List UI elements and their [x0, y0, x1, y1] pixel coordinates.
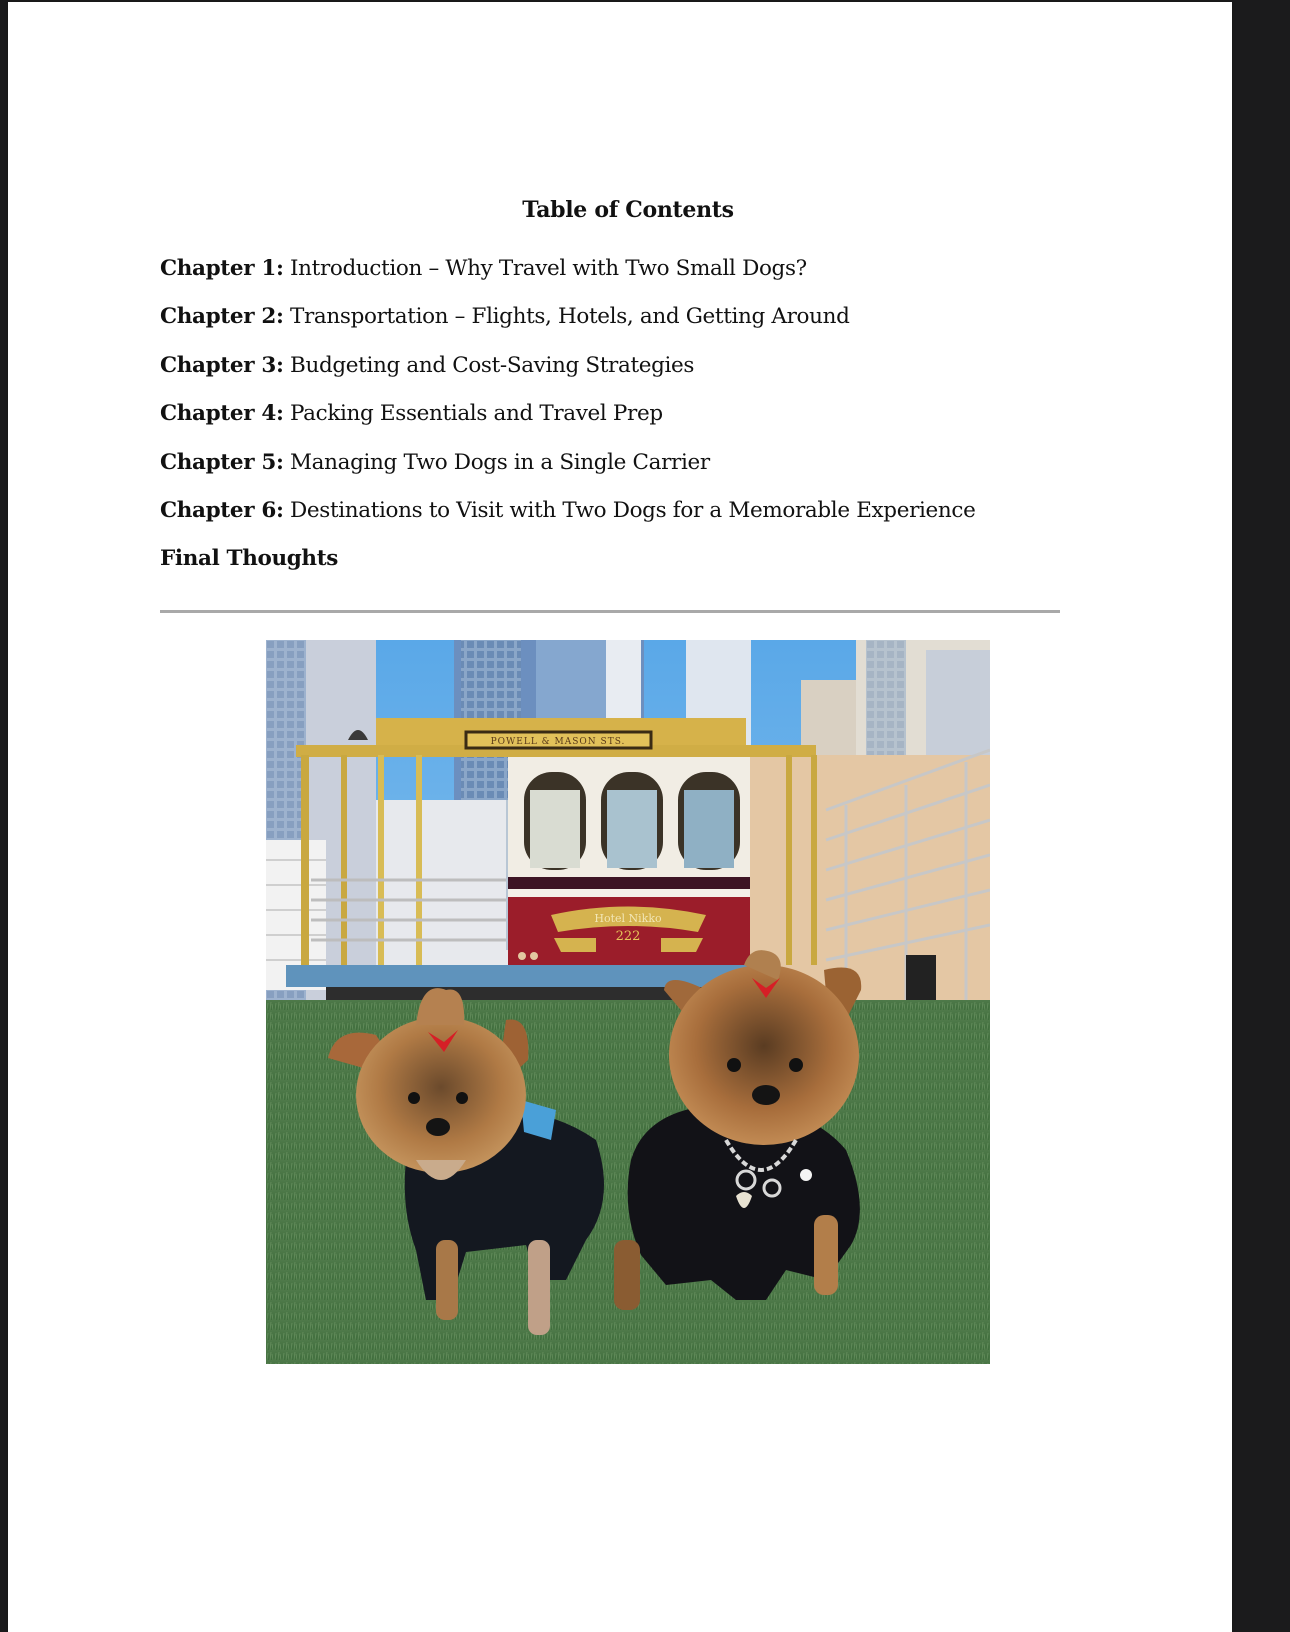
toc-title: Table of Contents: [522, 197, 734, 223]
document-page[interactable]: [8, 2, 1232, 1632]
toc-entry-label: Chapter 4:: [160, 401, 284, 427]
toc-entry-chapter-6: [160, 496, 976, 544]
toc-entry-text: Introduction – Why Travel with Two Small Dogs?: [283, 256, 807, 281]
toc-entry-label: Chapter 1:: [160, 256, 284, 281]
cable-car-side-sign: Hotel Nikko: [594, 912, 662, 925]
toc-entry-text: Destinations to Visit with Two Dogs for a Memorable Experience: [283, 497, 976, 523]
toc-entry-label: Chapter 6:: [160, 497, 284, 523]
toc-entry-label: Chapter 5:: [160, 449, 284, 475]
toc-entry-text: Managing Two Dogs in a Single Carrier: [283, 449, 710, 475]
toc-entry-chapter-3: [160, 351, 976, 399]
toc-list: [160, 254, 976, 593]
toc-entry-text: Budgeting and Cost-Saving Strategies: [283, 352, 695, 378]
horizontal-divider: [160, 610, 1060, 613]
toc-entry-chapter-5: [160, 448, 976, 496]
toc-entry-chapter-4: [160, 399, 976, 447]
cable-car-top-sign: POWELL & MASON STS.: [490, 737, 626, 747]
toc-entry-text: Packing Essentials and Travel Prep: [283, 401, 663, 427]
toc-entry-chapter-1: [160, 254, 976, 302]
cable-car-number: 222: [615, 929, 641, 944]
toc-entry-label: Chapter 3:: [160, 352, 284, 378]
toc-entry-label: Chapter 2:: [160, 304, 284, 330]
toc-entry-chapter-2: [160, 302, 976, 350]
dogs-cable-car-photo: [266, 640, 990, 1364]
toc-entry-text: Transportation – Flights, Hotels, and Getting Around: [283, 304, 850, 330]
toc-entry-label: Final Thoughts: [160, 546, 339, 572]
toc-entry-final-thoughts: [160, 544, 976, 592]
